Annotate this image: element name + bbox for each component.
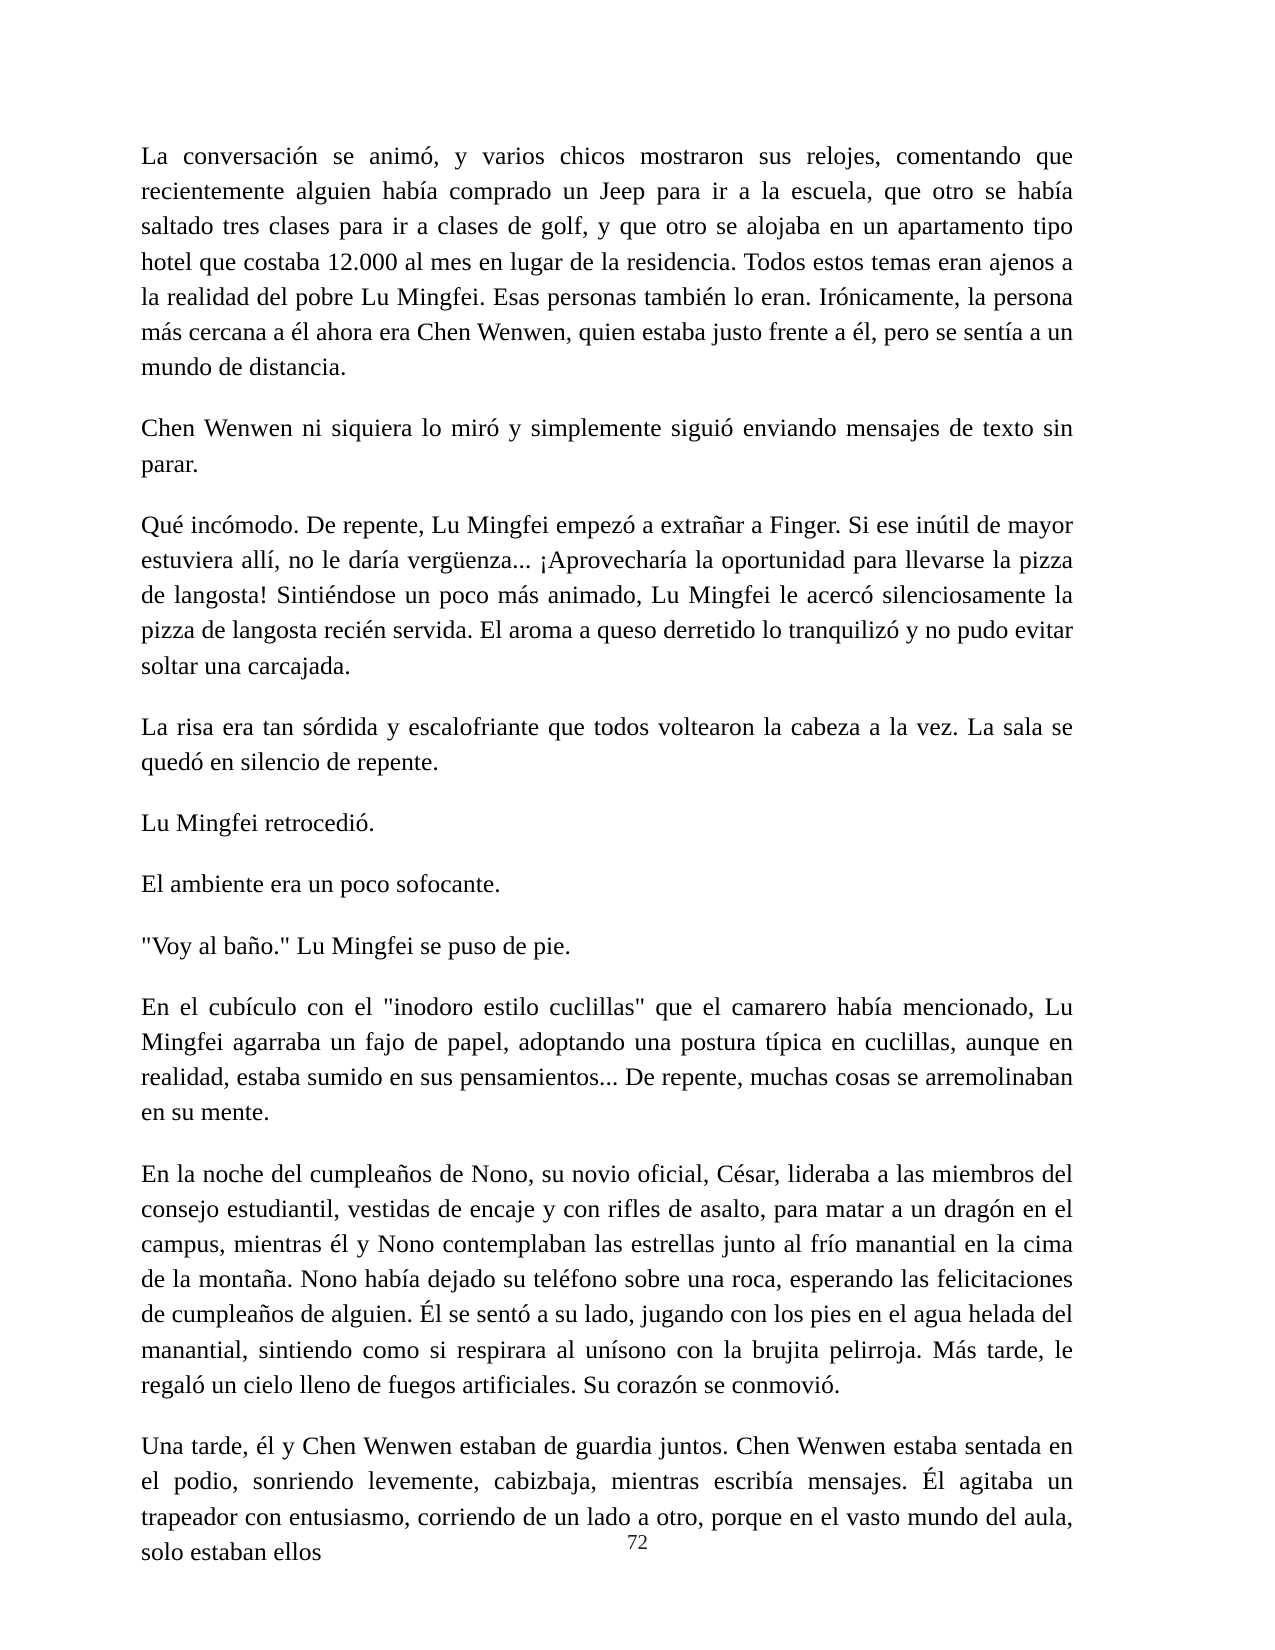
body-text-column bbox=[141, 138, 1073, 1569]
paragraph-4: La risa era tan sórdida y escalofriante que todos voltearon la cabeza a la vez. La sala se quedó en silencio de repente. bbox=[141, 711, 1073, 777]
paragraph-2: Chen Wenwen ni siquiera lo miró y simplemente siguió enviando mensajes de texto sin parar. bbox=[141, 413, 1073, 478]
page-number: 72 bbox=[627, 1530, 648, 1554]
paragraph-9: En la noche del cumpleaños de Nono, su novio oficial, César, lideraba a las miembros del consejo estudiantil, vestidas de encaje y con rifles de asalto, para matar a un dragón en el campus, mientras él y Nono contemplaban las estrellas junto al frío manantial en la cima de la montaña. Nono había dejado su teléfono sobre una roca, esperando las felicitaciones de cumpleaños de alguien. Él se sentó a su lado, jugando con los pies en el agua helada del manantial, sintiendo como si respirara al unísono con la brujita pelirroja. Más tarde, le regaló un cielo lleno de fuegos artificiales. Su corazón se conmovió. bbox=[141, 1158, 1073, 1399]
paragraph-1: La conversación se animó, y varios chicos mostraron sus relojes, comentando que recientemente alguien había comprado un Jeep para ir a la escuela, que otro se había saltado tres clases para ir a clases de golf, y que otro se alojaba en un apartamento tipo hotel que costaba 12.000 al mes en lugar de la residencia. Todos estos temas eran ajenos a la realidad del pobre Lu Mingfei. Esas personas también lo eran. Irónicamente, la persona más cercana a él ahora era Chen Wenwen, quien estaba justo frente a él, pero se sentía a un mundo de distancia. bbox=[141, 141, 1073, 382]
paragraph-10: Una tarde, él y Chen Wenwen estaban de guardia juntos. Chen Wenwen estaba sentada en el podio, sonriendo levemente, cabizbaja, mientras escribía mensajes. Él agitaba un trapeador con entusiasmo, corriendo de un lado a otro, porque en el vasto mundo del aula, solo estaban ellos bbox=[141, 1431, 1073, 1566]
paragraph-3: Qué incómodo. De repente, Lu Mingfei empezó a extrañar a Finger. Si ese inútil de mayor estuviera allí, no le daría vergüenza... ¡Aprovecharía la oportunidad para llevarse la pizza de langosta! Sintiéndose un poco más animado, Lu Mingfei le acercó silenciosamente la pizza de langosta recién servida. El aroma a queso derretido lo tranquilizó y no pudo evitar soltar una carcajada. bbox=[141, 509, 1073, 680]
paragraph-8: En el cubículo con el "inodoro estilo cuclillas" que el camarero había mencionado, Lu Mingfei agarraba un fajo de papel, adoptando una postura típica en cuclillas, aunque en realidad, estaba sumido en sus pensamientos... De repente, muchas cosas se arremolinaban en su mente. bbox=[141, 991, 1073, 1127]
paragraph-6: El ambiente era un poco sofocante. bbox=[141, 869, 501, 899]
paragraph-7: "Voy al baño." Lu Mingfei se puso de pie. bbox=[141, 930, 571, 960]
paragraph-5: Lu Mingfei retrocedió. bbox=[141, 808, 375, 838]
